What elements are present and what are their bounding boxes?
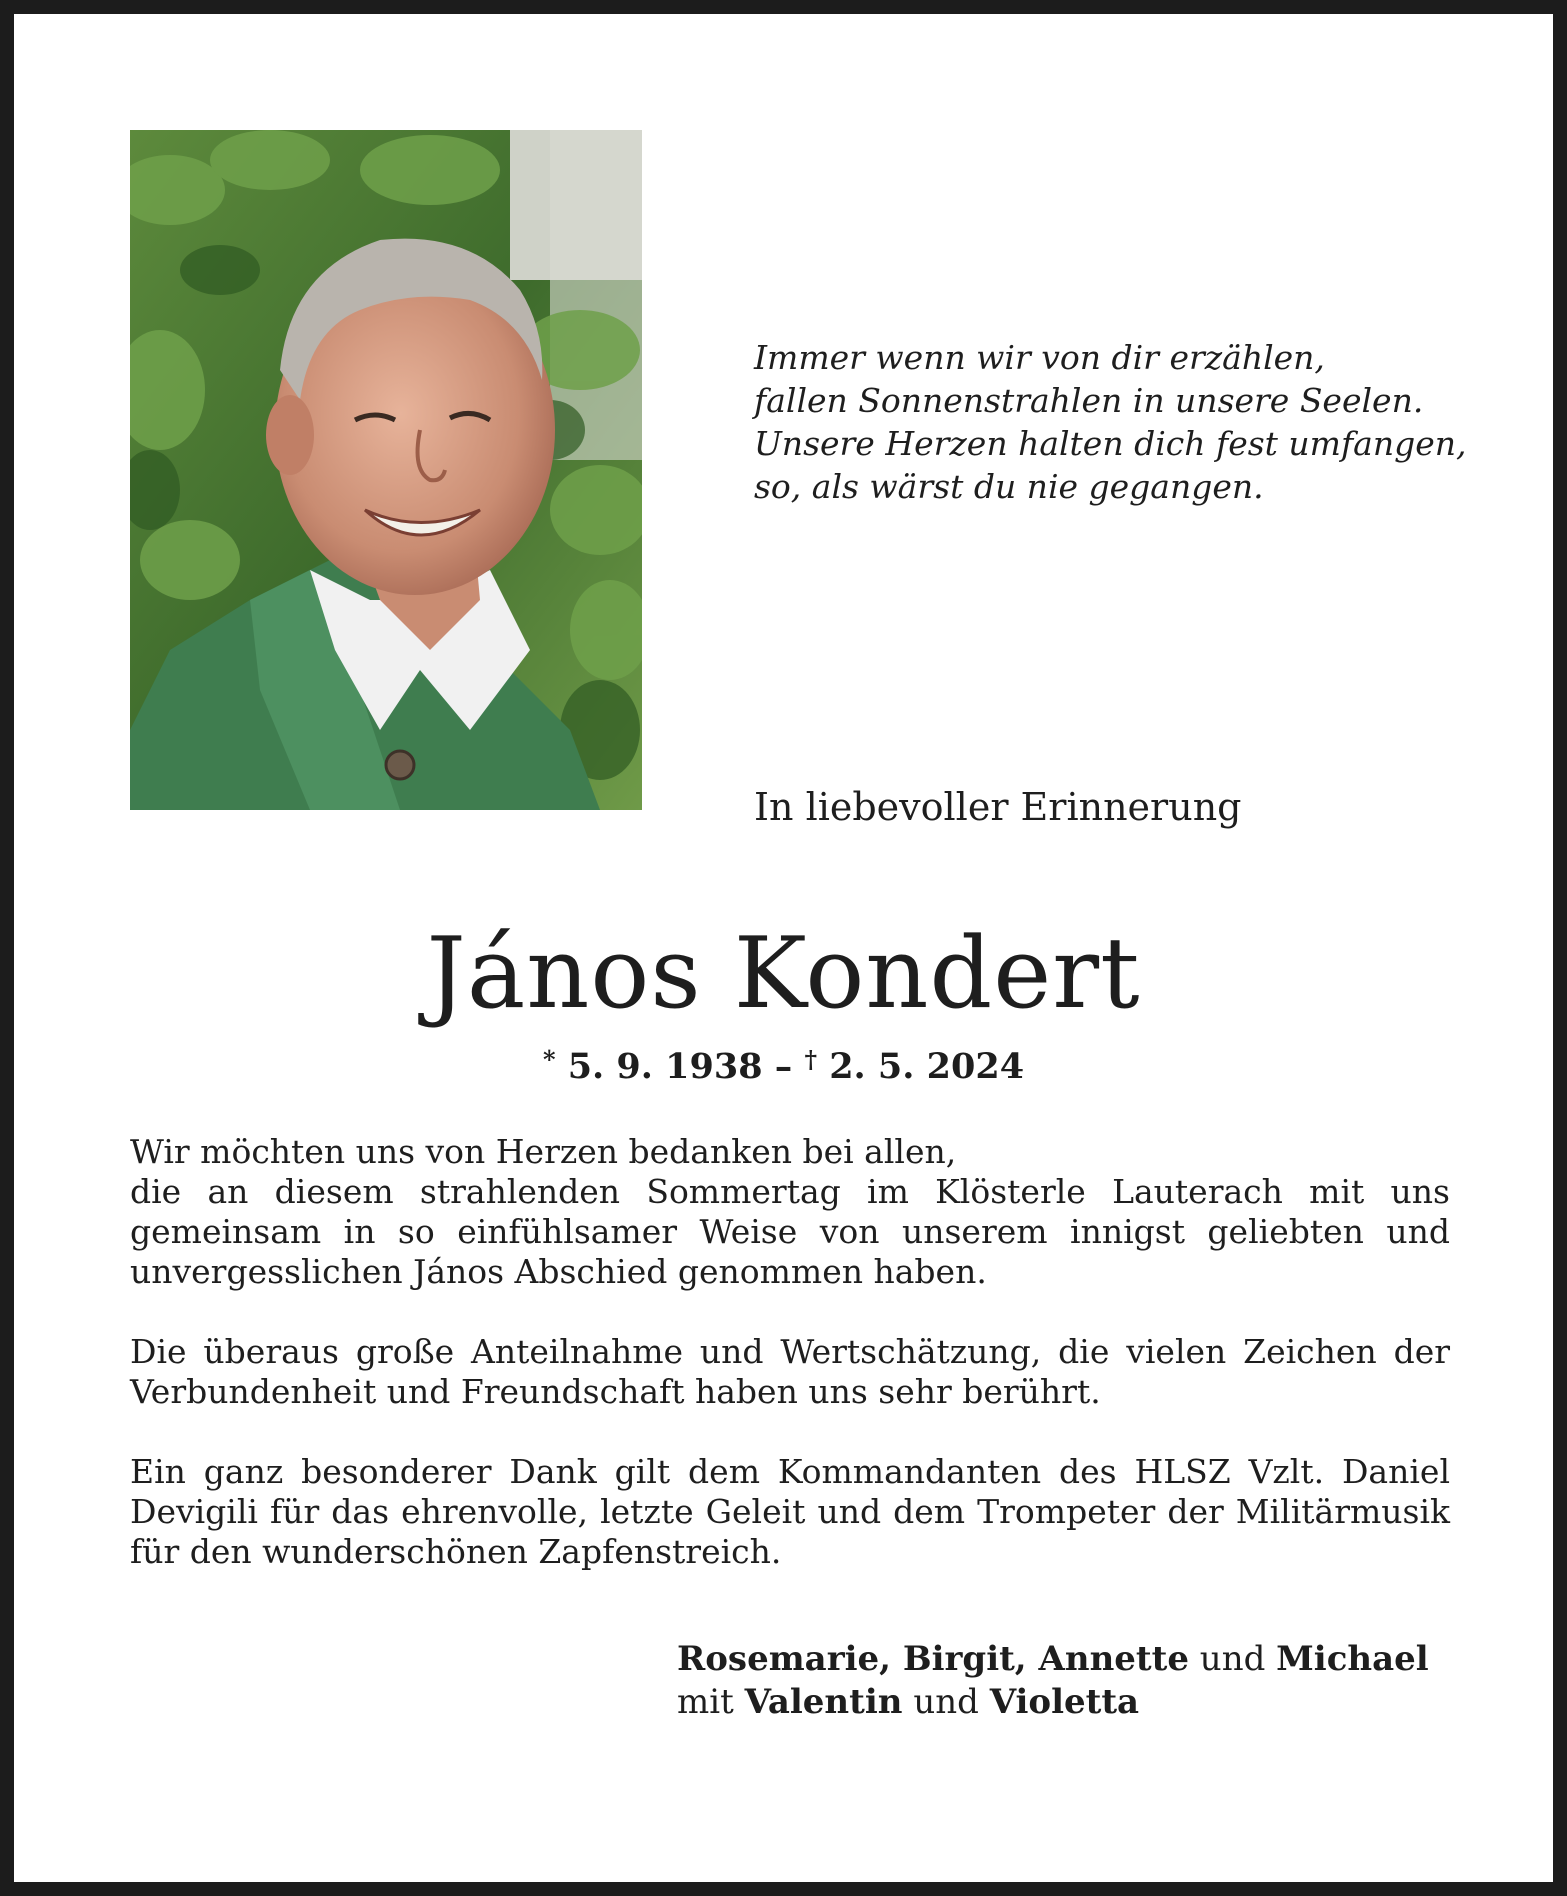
- portrait-photo: [130, 130, 642, 810]
- signature-conjunction: und: [1199, 1639, 1266, 1679]
- signature-line-1: [677, 1638, 1437, 1681]
- signature: [677, 1638, 1437, 1724]
- signature-name: Valentin: [744, 1682, 903, 1722]
- signature-name: Michael: [1276, 1639, 1429, 1679]
- paragraph-line: die an diesem strahlenden Sommertag im Klösterle Lauterach mit uns: [130, 1172, 1450, 1211]
- poem-line: Immer wenn wir von dir erzählen,: [754, 338, 1325, 377]
- portrait-illustration: [130, 130, 642, 810]
- poem-line: Unsere Herzen halten dich fest umfangen,: [754, 424, 1467, 463]
- life-dates: [14, 1044, 1553, 1090]
- poem-line: fallen Sonnenstrahlen in unsere Seelen.: [754, 381, 1424, 420]
- paragraph-line: Die überaus große Anteilnahme und Wertschätzung, die vielen Zeichen der: [130, 1332, 1450, 1371]
- paragraph-line: gemeinsam in so einfühlsamer Weise von unserem innigst geliebten und: [130, 1212, 1450, 1251]
- paragraph-line: unvergesslichen János Abschied genommen haben.: [130, 1252, 987, 1291]
- birth-date: 5. 9. 1938: [567, 1046, 763, 1087]
- signature-prefix: mit: [677, 1682, 734, 1722]
- death-date: 2. 5. 2024: [829, 1046, 1025, 1087]
- birth-symbol: *: [542, 1045, 556, 1074]
- paragraph: [130, 1452, 1450, 1572]
- poem-line: so, als wärst du nie gegangen.: [754, 467, 1264, 506]
- paragraph-line: Wir möchten uns von Herzen bedanken bei allen,: [130, 1132, 957, 1171]
- paragraph: [130, 1332, 1450, 1412]
- paragraph-line: Ein ganz besonderer Dank gilt dem Kommandanten des HLSZ Vzlt. Daniel: [130, 1452, 1450, 1491]
- deceased-name: János Kondert: [426, 917, 1141, 1031]
- thank-you-text: [130, 1132, 1450, 1612]
- signature-name: Violetta: [989, 1682, 1140, 1722]
- paragraph-line: für den wunderschönen Zapfenstreich.: [130, 1532, 782, 1571]
- paragraph-line: Verbundenheit und Freundschaft haben uns sehr berührt.: [130, 1372, 1101, 1411]
- signature-names: Rosemarie, Birgit, Annette: [677, 1639, 1189, 1679]
- date-separator: –: [762, 1046, 805, 1087]
- paragraph-line: Devigili für das ehrenvolle, letzte Geleit und dem Trompeter der Militärmusik: [130, 1492, 1450, 1531]
- poem: [754, 336, 1474, 508]
- memory-line: In liebevoller Erinnerung: [754, 785, 1242, 829]
- death-symbol: †: [804, 1045, 817, 1074]
- signature-line-2: [677, 1681, 1437, 1724]
- signature-conjunction: und: [913, 1682, 979, 1722]
- paragraph: [130, 1132, 1450, 1292]
